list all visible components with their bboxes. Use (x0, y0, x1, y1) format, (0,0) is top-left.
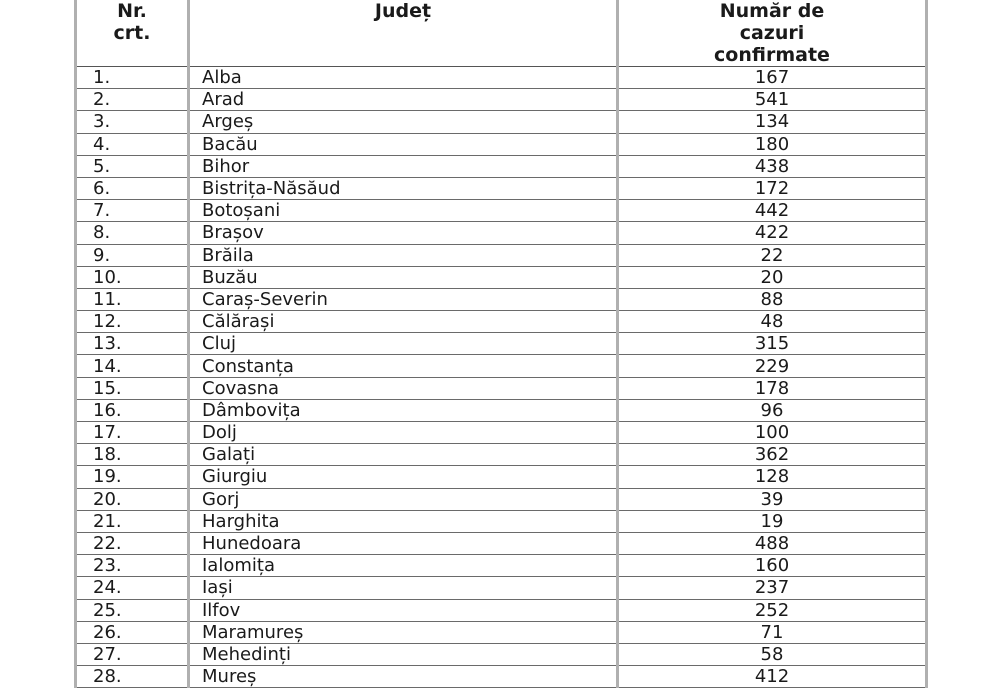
county-cell: Alba (189, 67, 618, 89)
county-cell: Hunedoara (189, 532, 618, 554)
table-row (76, 532, 927, 554)
county-cell: Dâmbovița (189, 399, 618, 421)
nr-cell: 25. (76, 599, 189, 621)
table-row (76, 133, 927, 155)
nr-cell: 1. (76, 67, 189, 89)
county-cell: Mureș (189, 666, 618, 688)
nr-cell: 21. (76, 510, 189, 532)
header-nr-line-1: Nr. (117, 0, 147, 22)
confirmed-cases-cell: 229 (618, 355, 927, 377)
nr-cell: 10. (76, 266, 189, 288)
confirmed-cases-cell: 19 (618, 510, 927, 532)
nr-cell: 24. (76, 577, 189, 599)
table-row (76, 621, 927, 643)
confirmed-cases-cell: 178 (618, 377, 927, 399)
confirmed-cases-cell: 22 (618, 244, 927, 266)
confirmed-cases-cell: 252 (618, 599, 927, 621)
county-cell: Dolj (189, 422, 618, 444)
confirmed-cases-cell: 160 (618, 555, 927, 577)
table-header (76, 0, 927, 67)
nr-cell: 3. (76, 111, 189, 133)
confirmed-cases-cell: 100 (618, 422, 927, 444)
county-cell: Covasna (189, 377, 618, 399)
nr-cell: 5. (76, 155, 189, 177)
table-row (76, 466, 927, 488)
nr-cell: 9. (76, 244, 189, 266)
table-row (76, 200, 927, 222)
table-row (76, 244, 927, 266)
header-cazuri-line-1: Număr de (719, 0, 825, 22)
county-cell: Călărași (189, 311, 618, 333)
county-cell: Mehedinți (189, 643, 618, 665)
county-cell: Bihor (189, 155, 618, 177)
header-judet (189, 0, 618, 67)
confirmed-cases-cell: 134 (618, 111, 927, 133)
nr-cell: 27. (76, 643, 189, 665)
confirmed-cases-cell: 71 (618, 621, 927, 643)
county-cell: Bacău (189, 133, 618, 155)
nr-cell: 28. (76, 666, 189, 688)
table-row (76, 89, 927, 111)
table-row (76, 311, 927, 333)
nr-cell: 6. (76, 177, 189, 199)
county-cell: Brăila (189, 244, 618, 266)
county-cell: Harghita (189, 510, 618, 532)
nr-cell: 2. (76, 89, 189, 111)
nr-cell: 7. (76, 200, 189, 222)
confirmed-cases-cell: 58 (618, 643, 927, 665)
county-cell: Caraș-Severin (189, 288, 618, 310)
confirmed-cases-cell: 172 (618, 177, 927, 199)
county-cell: Cluj (189, 333, 618, 355)
table-row (76, 488, 927, 510)
table-row (76, 177, 927, 199)
header-cazuri-line-2: cazuri (739, 22, 805, 44)
confirmed-cases-cell: 541 (618, 89, 927, 111)
confirmed-cases-cell: 88 (618, 288, 927, 310)
nr-cell: 14. (76, 355, 189, 377)
table-row (76, 266, 927, 288)
nr-cell: 20. (76, 488, 189, 510)
confirmed-cases-cell: 237 (618, 577, 927, 599)
header-nr-line-2: crt. (113, 22, 151, 44)
county-cell: Giurgiu (189, 466, 618, 488)
nr-cell: 12. (76, 311, 189, 333)
county-cell: Iași (189, 577, 618, 599)
county-cell: Buzău (189, 266, 618, 288)
confirmed-cases-cell: 362 (618, 444, 927, 466)
confirmed-cases-cell: 422 (618, 222, 927, 244)
table-row (76, 155, 927, 177)
table-row (76, 222, 927, 244)
nr-cell: 23. (76, 555, 189, 577)
header-nr-crt (76, 0, 189, 67)
confirmed-cases-cell: 48 (618, 311, 927, 333)
table-row (76, 599, 927, 621)
table-row (76, 288, 927, 310)
county-cell: Brașov (189, 222, 618, 244)
header-cazuri-line-3: confirmate (714, 44, 830, 66)
table-row (76, 355, 927, 377)
nr-cell: 11. (76, 288, 189, 310)
county-cell: Constanța (189, 355, 618, 377)
county-cell: Maramureș (189, 621, 618, 643)
confirmed-cases-cell: 315 (618, 333, 927, 355)
confirmed-cases-cell: 167 (618, 67, 927, 89)
confirmed-cases-cell: 488 (618, 532, 927, 554)
county-cell: Gorj (189, 488, 618, 510)
table-body (76, 67, 927, 688)
nr-cell: 19. (76, 466, 189, 488)
table-row (76, 333, 927, 355)
cases-by-county-table (74, 0, 928, 688)
table-row (76, 111, 927, 133)
county-cell: Botoșani (189, 200, 618, 222)
table-row (76, 510, 927, 532)
nr-cell: 4. (76, 133, 189, 155)
table-row (76, 666, 927, 688)
nr-cell: 8. (76, 222, 189, 244)
confirmed-cases-cell: 442 (618, 200, 927, 222)
county-cell: Ialomița (189, 555, 618, 577)
nr-cell: 26. (76, 621, 189, 643)
confirmed-cases-cell: 39 (618, 488, 927, 510)
confirmed-cases-cell: 20 (618, 266, 927, 288)
header-judet-line-1: Județ (374, 0, 432, 22)
table-row (76, 577, 927, 599)
nr-cell: 17. (76, 422, 189, 444)
confirmed-cases-cell: 128 (618, 466, 927, 488)
county-cell: Argeș (189, 111, 618, 133)
county-cell: Bistrița-Năsăud (189, 177, 618, 199)
table-row (76, 67, 927, 89)
table-row (76, 399, 927, 421)
header-cazuri (618, 0, 927, 67)
table-row (76, 422, 927, 444)
nr-cell: 18. (76, 444, 189, 466)
nr-cell: 16. (76, 399, 189, 421)
confirmed-cases-cell: 412 (618, 666, 927, 688)
confirmed-cases-cell: 96 (618, 399, 927, 421)
confirmed-cases-cell: 180 (618, 133, 927, 155)
county-cell: Arad (189, 89, 618, 111)
table-row (76, 444, 927, 466)
nr-cell: 22. (76, 532, 189, 554)
table-row (76, 643, 927, 665)
confirmed-cases-cell: 438 (618, 155, 927, 177)
nr-cell: 15. (76, 377, 189, 399)
county-cell: Galați (189, 444, 618, 466)
table-row (76, 555, 927, 577)
table-row (76, 377, 927, 399)
county-cell: Ilfov (189, 599, 618, 621)
nr-cell: 13. (76, 333, 189, 355)
header-row (76, 0, 927, 67)
